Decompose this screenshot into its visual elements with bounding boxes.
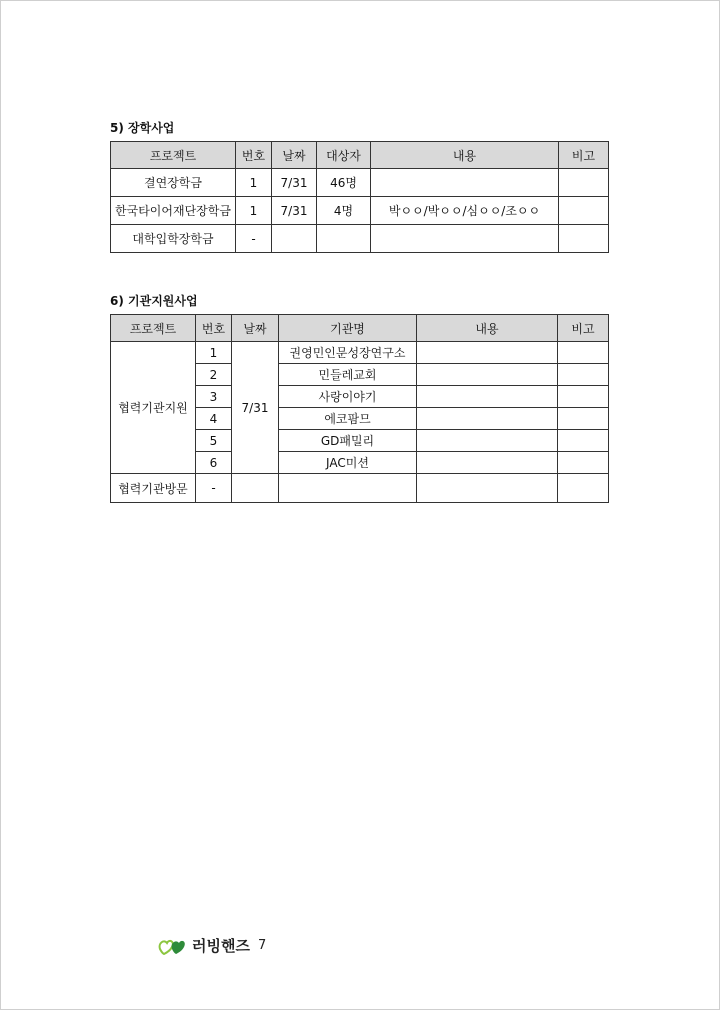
cell-number: 6 [196, 452, 232, 474]
org-support-table [110, 314, 609, 503]
header-note: 비고 [558, 315, 609, 342]
cell-note [558, 430, 609, 452]
cell-content [417, 430, 558, 452]
cell-note [559, 169, 609, 197]
cell-note [558, 386, 609, 408]
cell-date: 7/31 [272, 197, 317, 225]
cell-note [558, 474, 609, 503]
header-note: 비고 [559, 142, 609, 169]
header-project: 프로젝트 [111, 142, 236, 169]
page-number: 7 [257, 937, 267, 953]
table-header-row [111, 142, 609, 169]
header-org-name: 기관명 [279, 315, 417, 342]
section-title-org-support: 6) 기관지원사업 [110, 294, 198, 308]
cell-content [417, 408, 558, 430]
cell-project: 결연장학금 [111, 169, 236, 197]
header-content: 내용 [417, 315, 558, 342]
cell-group-project: 협력기관지원 [111, 342, 196, 474]
cell-number: 1 [236, 169, 272, 197]
scholarship-table [110, 141, 609, 253]
footer-brand: 러빙핸즈 [192, 936, 250, 955]
cell-number: - [236, 225, 272, 253]
cell-org-name: JAC미션 [279, 452, 417, 474]
header-project: 프로젝트 [111, 315, 196, 342]
cell-content [417, 342, 558, 364]
cell-content [417, 386, 558, 408]
cell-number: 2 [196, 364, 232, 386]
cell-note [559, 197, 609, 225]
header-number: 번호 [196, 315, 232, 342]
cell-org-name: 사랑이야기 [279, 386, 417, 408]
cell-project: 대학입학장학금 [111, 225, 236, 253]
footer [158, 934, 266, 956]
cell-date [232, 474, 279, 503]
cell-date: 7/31 [272, 169, 317, 197]
cell-target: 4명 [317, 197, 371, 225]
cell-group-date: 7/31 [232, 342, 279, 474]
cell-note [558, 342, 609, 364]
cell-number: 1 [236, 197, 272, 225]
table-row [111, 197, 609, 225]
table-row [111, 342, 609, 364]
table-header-row [111, 315, 609, 342]
cell-org-name: 민들레교회 [279, 364, 417, 386]
cell-content [417, 474, 558, 503]
cell-number: - [196, 474, 232, 503]
cell-number: 5 [196, 430, 232, 452]
cell-content [371, 169, 559, 197]
header-number: 번호 [236, 142, 272, 169]
cell-note [558, 408, 609, 430]
cell-target: 46명 [317, 169, 371, 197]
cell-target [317, 225, 371, 253]
cell-note [558, 364, 609, 386]
cell-content [417, 452, 558, 474]
section-title-scholarship: 5) 장학사업 [110, 121, 175, 135]
cell-org-name: 에코팜므 [279, 408, 417, 430]
cell-note [558, 452, 609, 474]
cell-date [272, 225, 317, 253]
cell-content: 박ㅇㅇ/박ㅇㅇ/심ㅇㅇ/조ㅇㅇ [371, 197, 559, 225]
cell-number: 4 [196, 408, 232, 430]
cell-content [371, 225, 559, 253]
cell-org-name [279, 474, 417, 503]
header-date: 날짜 [272, 142, 317, 169]
header-date: 날짜 [232, 315, 279, 342]
table-row [111, 225, 609, 253]
cell-org-name: 권영민인문성장연구소 [279, 342, 417, 364]
header-target: 대상자 [317, 142, 371, 169]
cell-project: 협력기관방문 [111, 474, 196, 503]
table-row [111, 474, 609, 503]
loving-hands-logo-icon [158, 935, 188, 955]
cell-note [559, 225, 609, 253]
table-row [111, 169, 609, 197]
cell-project: 한국타이어재단장학금 [111, 197, 236, 225]
header-content: 내용 [371, 142, 559, 169]
cell-number: 3 [196, 386, 232, 408]
cell-content [417, 364, 558, 386]
cell-number: 1 [196, 342, 232, 364]
cell-org-name: GD패밀리 [279, 430, 417, 452]
